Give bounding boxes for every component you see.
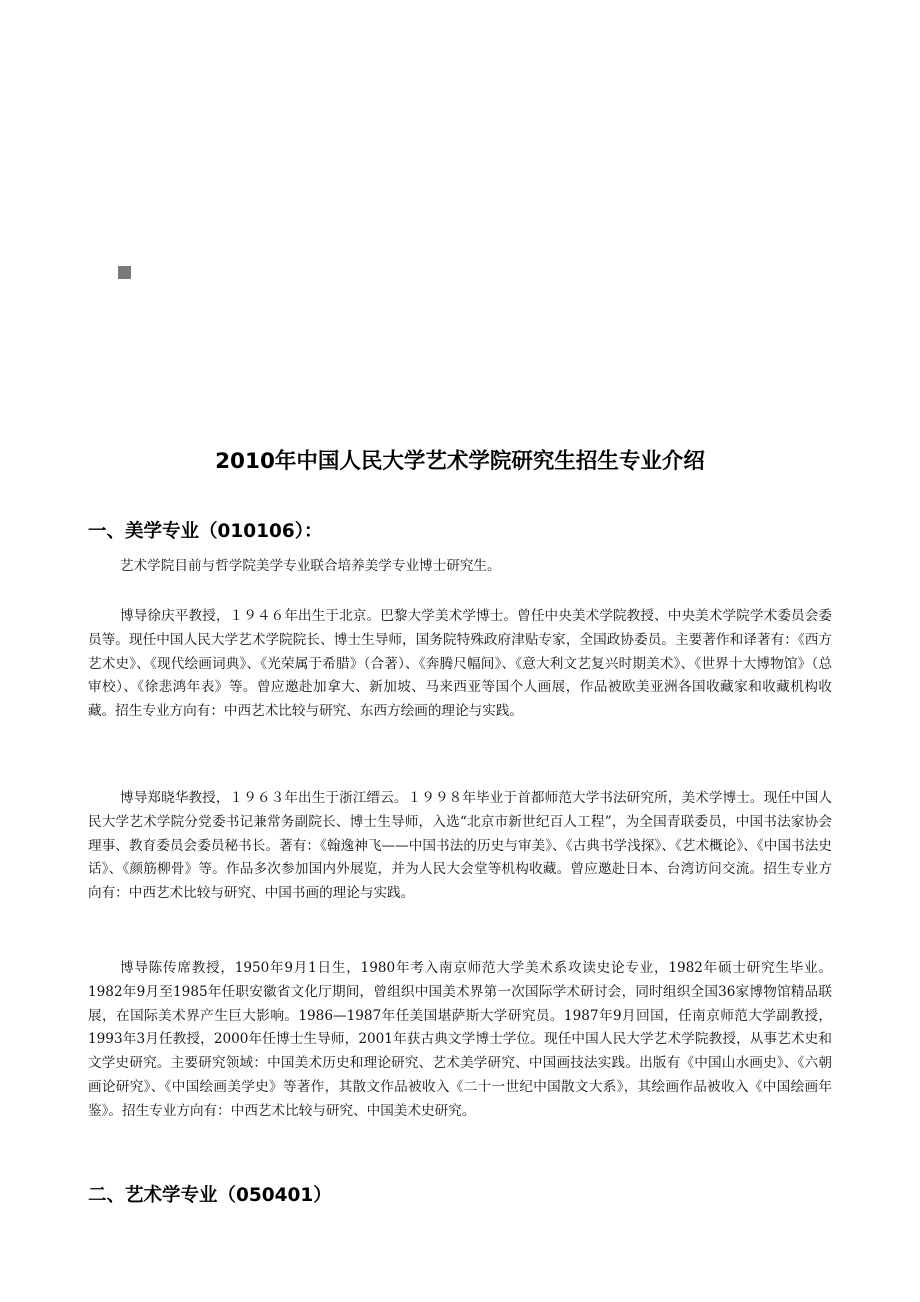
intro-paragraph: 艺术学院目前与哲学院美学专业联合培养美学专业博士研究生。 <box>120 558 501 574</box>
profile-paragraph-xu: 博导徐庆平教授，１９４６年出生于北京。巴黎大学美术学博士。曾任中央美术学院教授、中央美术学院学术委员会委员等。现任中国人民大学艺术学院院长、博士生导师，国务院特殊政府津贴专家，全国政协委员。主要著作和译著有：《西方艺术史》、《现代绘画词典》、《光荣属于希腊》（合著）、《奔腾尺幅间》、《意大利文艺复兴时期美术》、《世界十大博物馆》（总审校）、《徐悲鸿年表》等。曾应邀赴加拿大、新加坡、马来西亚等国个人画展，作品被欧美亚洲各国收藏家和收藏机构收藏。招生专业方向有：中西艺术比较与研究、东西方绘画的理论与实践。 <box>88 608 832 720</box>
section-heading-aesthetics: 一、美学专业（010106）： <box>88 521 323 542</box>
document-title: 2010年中国人民大学艺术学院研究生招生专业介绍 <box>215 449 705 474</box>
bullet-square-icon <box>118 266 131 279</box>
section-heading-art-studies: 二、艺术学专业（050401） <box>88 1185 332 1206</box>
profile-paragraph-chen: 博导陈传席教授，1950年9月1日生，1980年考入南京师范大学美术系攻读史论专业，1982年硕士研究生毕业。1982年9月至1985年任职安徽省文化厅期间，曾组织中国美术界第一次国际学术研讨会，同时组织全国36家博物馆精品联展，在国际美术界产生巨大影响。1986—1987年任美国堪萨斯大学研究员。1987年9月回国，任南京师范大学副教授，1993年3月任教授，2000年任博士生导师，2001年获古典文学博士学位。现任中国人民大学艺术学院教授，从事艺术史和文学史研究。主要研究领域：中国美术历史和理论研究、艺术美学研究、中国画技法实践。出版有《中国山水画史》、《六朝画论研究》、《中国绘画美学史》等著作，其散文作品被收入《二十一世纪中国散文大系》，其绘画作品被收入《中国绘画年鉴》。招生专业方向有：中西艺术比较与研究、中国美术史研究。 <box>88 960 832 1119</box>
profile-paragraph-zheng: 博导郑晓华教授，１９６３年出生于浙江缙云。１９９８年毕业于首都师范大学书法研究所，美术学博士。现任中国人民大学艺术学院分党委书记兼常务副院长、博士生导师，入选“北京市新世纪百人工程”，为全国青联委员，中国书法家协会理事、教育委员会委员秘书长。著有：《翰逸神飞——中国书法的历史与审美》、《古典书学浅探》、《艺术概论》、《中国书法史话》、《颜筋柳骨》等。作品多次参加国内外展览，并为人民大会堂等机构收藏。曾应邀赴日本、台湾访问交流。招生专业方向有：中西艺术比较与研究、中国书画的理论与实践。 <box>88 790 832 902</box>
